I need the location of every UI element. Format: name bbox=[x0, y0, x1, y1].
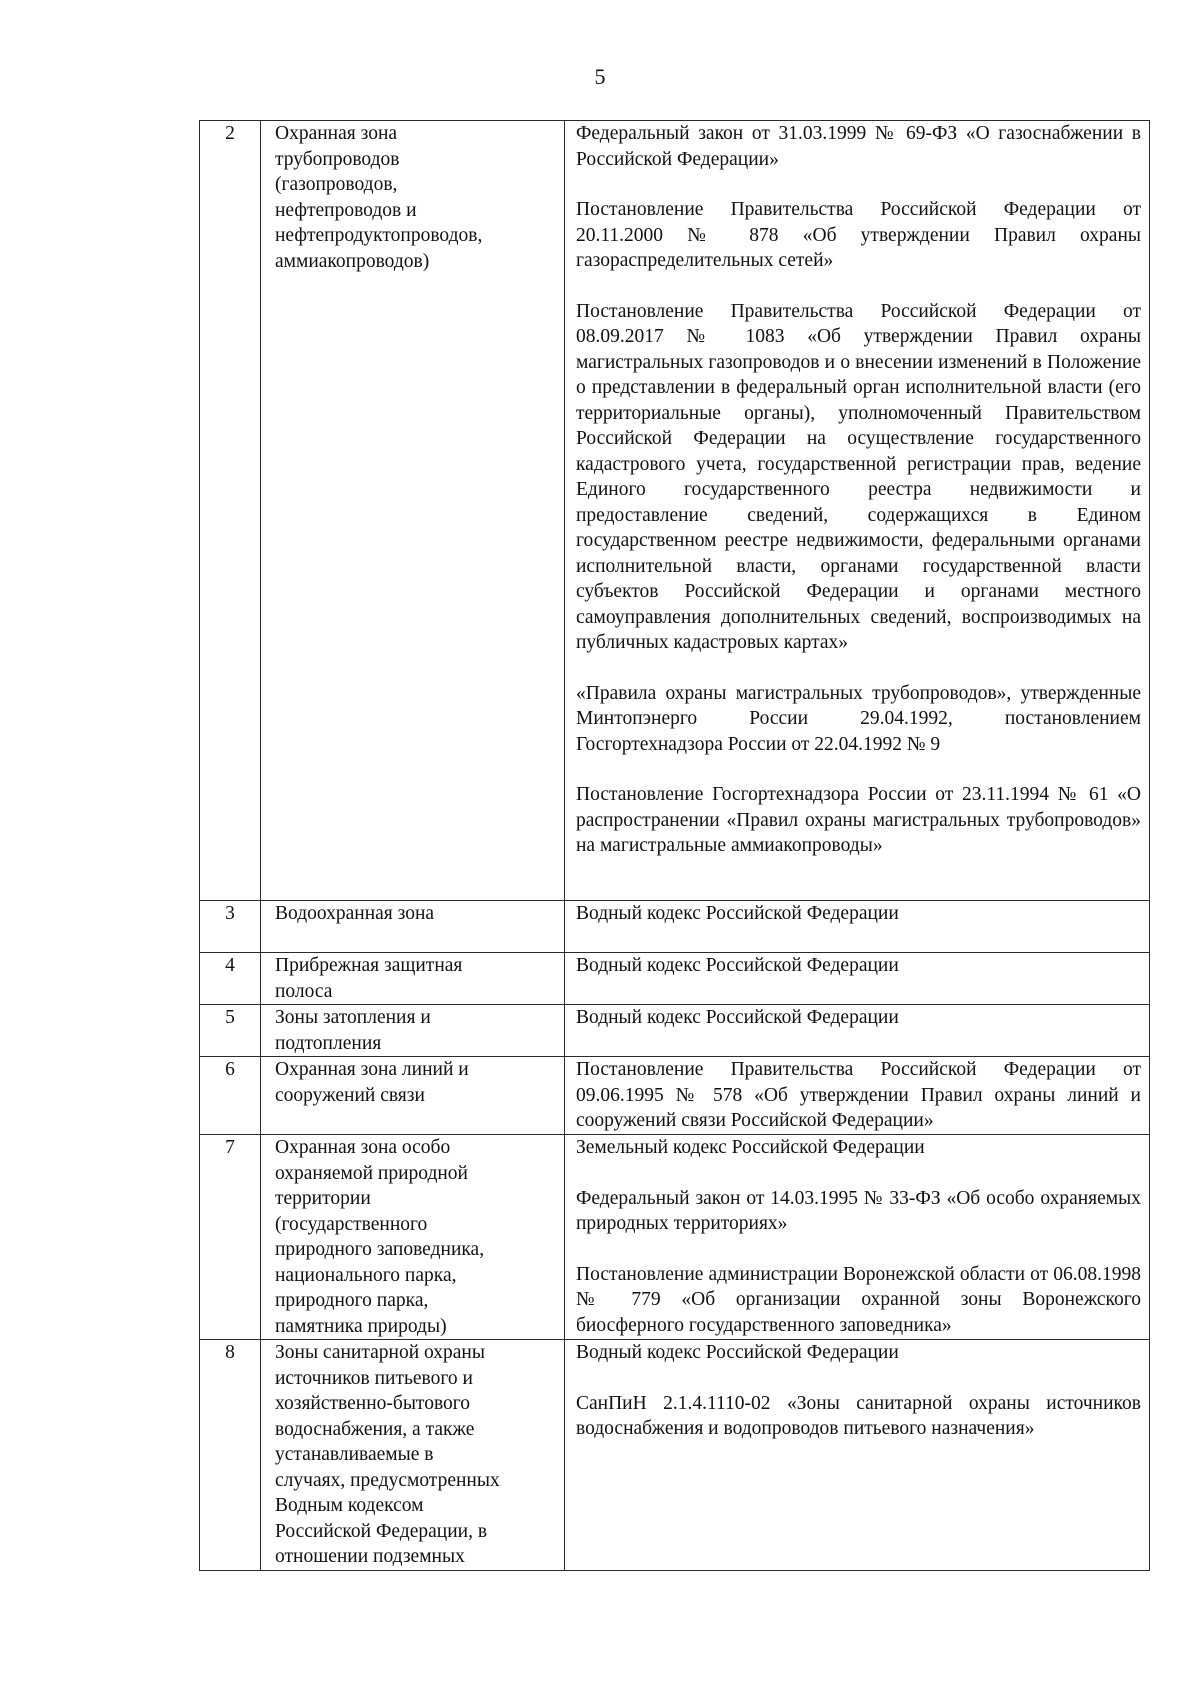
zone-name: Прибрежная защитная полоса bbox=[275, 955, 463, 1002]
legal-doc: Водный кодекс Российской Федерации bbox=[576, 1007, 899, 1028]
row-number: 8 bbox=[200, 1340, 261, 1571]
legal-doc: Федеральный закон от 31.03.1999 № 69-ФЗ «О газоснабжении в Российской Федерации» bbox=[576, 123, 1141, 170]
row-number: 3 bbox=[200, 901, 261, 953]
zone-name-cell bbox=[261, 1057, 565, 1135]
zone-name-cell bbox=[261, 1340, 565, 1571]
legal-doc: Постановление Правительства Российской Федерации от 20.11.2000 № 878 «Об утверждении Правил охраны газораспределительных сетей» bbox=[576, 199, 1141, 271]
legal-docs-cell bbox=[565, 1340, 1150, 1571]
legal-doc: Земельный кодекс Российской Федерации bbox=[576, 1137, 925, 1158]
zone-name: Охранная зона линий и сооружений связи bbox=[275, 1059, 469, 1106]
legal-doc: Водный кодекс Российской Федерации bbox=[576, 903, 899, 924]
legal-doc: «Правила охраны магистральных трубопроводов», утвержденные Минтопэнерго России 29.04.1992, постановлением Госгортехнадзора России от 22.04.1992 № 9 bbox=[576, 682, 1141, 755]
zone-name-cell bbox=[261, 901, 565, 953]
page-number: 5 bbox=[594, 64, 606, 89]
legal-doc: Постановление администрации Воронежской области от 06.08.1998 № 779 «Об организации охранной зоны Воронежского биосферного государственного заповедника» bbox=[576, 1263, 1141, 1336]
row-number: 2 bbox=[200, 121, 261, 901]
legal-doc: Постановление Правительства Российской Федерации от 08.09.2017 № 1083 «Об утверждении Правил охраны магистральных газопроводов и о внесении изменений в Положение о представлении в федеральный орган исполнительной власти (его территориальные органы), уполномоченный Правительством Российской Федерации на осуществление государственного кадастрового учета, государственной регистрации прав, ведение Единого государственного реестра недвижимости и предоставление сведений, содержащихся в Едином государственном реестре недвижимости, федеральными органами исполнительной власти, органами государственной власти субъектов Российской Федерации и органами местного самоуправления дополнительных сведений, воспроизводимых на публичных кадастровых картах» bbox=[576, 300, 1141, 653]
legal-doc: Постановление Правительства Российской Федерации от 09.06.1995 № 578 «Об утверждении Правил охраны линий и сооружений связи Российской Федерации» bbox=[576, 1059, 1141, 1131]
zone-name-cell bbox=[261, 1005, 565, 1057]
table-row bbox=[200, 121, 1150, 901]
legal-doc: СанПиН 2.1.4.1110-02 «Зоны санитарной охраны источников водоснабжения и водопроводов питьевого назначения» bbox=[576, 1392, 1141, 1439]
legal-docs-cell bbox=[565, 953, 1150, 1005]
legal-docs-cell bbox=[565, 121, 1150, 901]
table-row bbox=[200, 953, 1150, 1005]
zone-name: Охранная зона трубопроводов (газопроводов, нефтепроводов и нефтепродуктопроводов, аммиакопроводов) bbox=[275, 123, 483, 272]
legal-docs-cell bbox=[565, 1057, 1150, 1135]
zone-name-cell bbox=[261, 121, 565, 901]
zone-name: Водоохранная зона bbox=[275, 903, 435, 924]
table-row bbox=[200, 1135, 1150, 1340]
legal-docs-cell bbox=[565, 901, 1150, 953]
row-number: 7 bbox=[200, 1135, 261, 1340]
row-number: 5 bbox=[200, 1005, 261, 1057]
legal-docs-cell bbox=[565, 1005, 1150, 1057]
row-number: 6 bbox=[200, 1057, 261, 1135]
zone-name-cell bbox=[261, 953, 565, 1005]
legal-docs-cell bbox=[565, 1135, 1150, 1340]
legal-doc: Водный кодекс Российской Федерации bbox=[576, 955, 899, 976]
row-number: 4 bbox=[200, 953, 261, 1005]
zone-name: Зоны затопления и подтопления bbox=[275, 1007, 431, 1054]
table-row bbox=[200, 901, 1150, 953]
zone-name-cell bbox=[261, 1135, 565, 1340]
legal-doc: Федеральный закон от 14.03.1995 № 33-ФЗ «Об особо охраняемых природных территориях» bbox=[576, 1187, 1141, 1234]
zones-table bbox=[199, 120, 1150, 1571]
table-row bbox=[200, 1057, 1150, 1135]
table-row bbox=[200, 1005, 1150, 1057]
table-row bbox=[200, 1340, 1150, 1571]
zone-name: Зоны санитарной охраны источников питьевого и хозяйственно-бытового водоснабжения, а также устанавливаемые в случаях, предусмотренных Водным кодексом Российской Федерации, в отношении подземных bbox=[275, 1342, 500, 1567]
legal-doc: Постановление Госгортехнадзора России от 23.11.1994 № 61 «О распространении «Правил охраны магистральных трубопроводов» на магистральные аммиакопроводы» bbox=[576, 784, 1141, 856]
legal-doc: Водный кодекс Российской Федерации bbox=[576, 1342, 899, 1363]
zone-name: Охранная зона особо охраняемой природной территории (государственного природного заповедника, национального парка, природного парка, памятника природы) bbox=[275, 1137, 485, 1337]
